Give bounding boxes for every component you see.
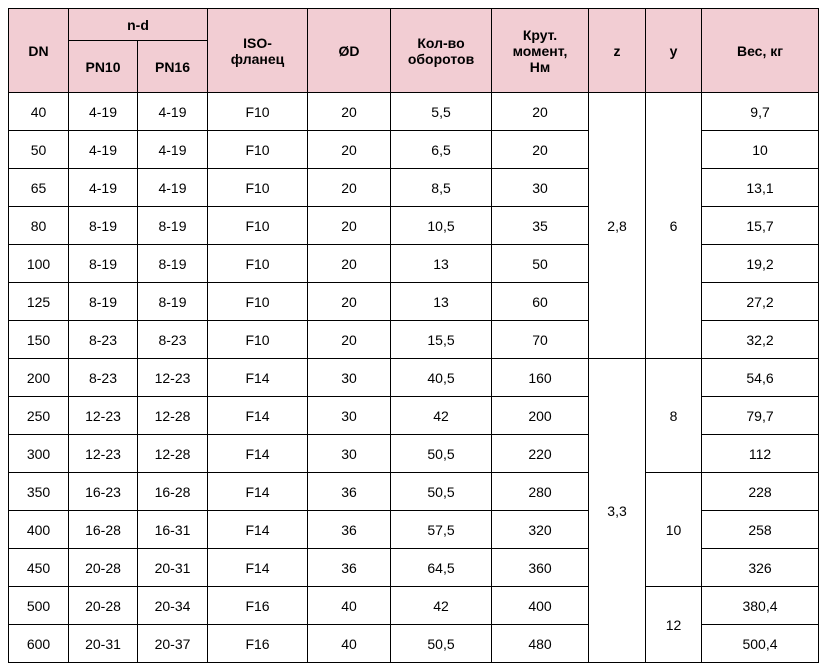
cell-weight: 500,4 — [702, 625, 819, 663]
cell-weight: 79,7 — [702, 397, 819, 435]
cell-od: 20 — [308, 283, 391, 321]
cell-pn16: 12-23 — [138, 359, 208, 397]
cell-od: 30 — [308, 359, 391, 397]
header-od: ØD — [308, 9, 391, 93]
cell-y: 12 — [646, 587, 702, 663]
cell-weight: 9,7 — [702, 93, 819, 131]
cell-pn16: 20-34 — [138, 587, 208, 625]
cell-dn: 65 — [9, 169, 69, 207]
cell-turns: 50,5 — [391, 435, 492, 473]
cell-pn16: 16-31 — [138, 511, 208, 549]
cell-pn16: 8-19 — [138, 207, 208, 245]
cell-iso-flange: F16 — [208, 587, 308, 625]
cell-turns: 15,5 — [391, 321, 492, 359]
cell-weight: 15,7 — [702, 207, 819, 245]
cell-turns: 8,5 — [391, 169, 492, 207]
header-pn16: PN16 — [138, 41, 208, 93]
cell-weight: 228 — [702, 473, 819, 511]
header-y: y — [646, 9, 702, 93]
cell-pn10: 16-23 — [69, 473, 138, 511]
cell-od: 36 — [308, 473, 391, 511]
cell-weight: 326 — [702, 549, 819, 587]
cell-od: 40 — [308, 587, 391, 625]
cell-torque: 30 — [492, 169, 589, 207]
cell-z: 2,8 — [589, 93, 646, 359]
cell-torque: 50 — [492, 245, 589, 283]
cell-pn16: 4-19 — [138, 131, 208, 169]
cell-od: 20 — [308, 321, 391, 359]
cell-dn: 300 — [9, 435, 69, 473]
cell-pn16: 12-28 — [138, 397, 208, 435]
cell-iso-flange: F14 — [208, 473, 308, 511]
cell-pn10: 8-23 — [69, 359, 138, 397]
cell-pn10: 16-28 — [69, 511, 138, 549]
cell-iso-flange: F10 — [208, 93, 308, 131]
cell-torque: 60 — [492, 283, 589, 321]
cell-pn10: 20-28 — [69, 587, 138, 625]
cell-pn16: 4-19 — [138, 93, 208, 131]
cell-pn16: 12-28 — [138, 435, 208, 473]
cell-pn16: 4-19 — [138, 169, 208, 207]
cell-iso-flange: F10 — [208, 207, 308, 245]
cell-dn: 150 — [9, 321, 69, 359]
cell-turns: 50,5 — [391, 625, 492, 663]
cell-turns: 40,5 — [391, 359, 492, 397]
cell-iso-flange: F14 — [208, 511, 308, 549]
cell-turns: 64,5 — [391, 549, 492, 587]
cell-dn: 200 — [9, 359, 69, 397]
cell-iso-flange: F10 — [208, 131, 308, 169]
cell-pn16: 20-31 — [138, 549, 208, 587]
cell-weight: 27,2 — [702, 283, 819, 321]
cell-turns: 13 — [391, 283, 492, 321]
table-row — [9, 587, 819, 625]
cell-dn: 250 — [9, 397, 69, 435]
cell-torque: 280 — [492, 473, 589, 511]
cell-turns: 6,5 — [391, 131, 492, 169]
cell-od: 30 — [308, 435, 391, 473]
header-weight: Вес, кг — [702, 9, 819, 93]
cell-y: 10 — [646, 473, 702, 587]
cell-pn10: 4-19 — [69, 131, 138, 169]
cell-weight: 19,2 — [702, 245, 819, 283]
header-pn10: PN10 — [69, 41, 138, 93]
cell-torque: 360 — [492, 549, 589, 587]
cell-turns: 57,5 — [391, 511, 492, 549]
cell-pn16: 8-23 — [138, 321, 208, 359]
cell-torque: 70 — [492, 321, 589, 359]
cell-torque: 20 — [492, 93, 589, 131]
cell-pn10: 4-19 — [69, 169, 138, 207]
header-z: z — [589, 9, 646, 93]
cell-dn: 40 — [9, 93, 69, 131]
table-row — [9, 93, 819, 131]
cell-dn: 600 — [9, 625, 69, 663]
cell-pn16: 20-37 — [138, 625, 208, 663]
cell-y: 6 — [646, 93, 702, 359]
cell-iso-flange: F14 — [208, 359, 308, 397]
header-turns: Кол-во оборотов — [391, 9, 492, 93]
cell-pn10: 20-31 — [69, 625, 138, 663]
cell-torque: 20 — [492, 131, 589, 169]
cell-od: 40 — [308, 625, 391, 663]
cell-turns: 42 — [391, 397, 492, 435]
cell-dn: 100 — [9, 245, 69, 283]
cell-iso-flange: F10 — [208, 321, 308, 359]
cell-weight: 258 — [702, 511, 819, 549]
table-header — [9, 9, 819, 93]
table-row — [9, 359, 819, 397]
cell-dn: 50 — [9, 131, 69, 169]
cell-weight: 32,2 — [702, 321, 819, 359]
table-body — [9, 93, 819, 663]
cell-torque: 35 — [492, 207, 589, 245]
cell-od: 20 — [308, 131, 391, 169]
cell-dn: 500 — [9, 587, 69, 625]
cell-y: 8 — [646, 359, 702, 473]
cell-pn10: 8-19 — [69, 245, 138, 283]
cell-dn: 80 — [9, 207, 69, 245]
header-dn: DN — [9, 9, 69, 93]
cell-weight: 13,1 — [702, 169, 819, 207]
cell-weight: 112 — [702, 435, 819, 473]
cell-pn10: 8-19 — [69, 207, 138, 245]
cell-turns: 10,5 — [391, 207, 492, 245]
cell-od: 36 — [308, 511, 391, 549]
cell-torque: 220 — [492, 435, 589, 473]
spec-table — [8, 8, 819, 663]
cell-pn10: 20-28 — [69, 549, 138, 587]
cell-iso-flange: F14 — [208, 435, 308, 473]
cell-turns: 13 — [391, 245, 492, 283]
cell-pn10: 12-23 — [69, 435, 138, 473]
cell-z: 3,3 — [589, 359, 646, 663]
cell-torque: 320 — [492, 511, 589, 549]
header-torque: Крут. момент, Нм — [492, 9, 589, 93]
cell-iso-flange: F14 — [208, 549, 308, 587]
cell-weight: 380,4 — [702, 587, 819, 625]
cell-od: 36 — [308, 549, 391, 587]
cell-dn: 350 — [9, 473, 69, 511]
cell-od: 20 — [308, 93, 391, 131]
cell-od: 20 — [308, 245, 391, 283]
cell-iso-flange: F14 — [208, 397, 308, 435]
cell-iso-flange: F10 — [208, 245, 308, 283]
cell-pn10: 8-19 — [69, 283, 138, 321]
cell-pn10: 8-23 — [69, 321, 138, 359]
table-row — [9, 473, 819, 511]
header-nd: n-d — [69, 9, 208, 41]
cell-pn10: 4-19 — [69, 93, 138, 131]
cell-pn16: 16-28 — [138, 473, 208, 511]
cell-turns: 50,5 — [391, 473, 492, 511]
cell-dn: 400 — [9, 511, 69, 549]
cell-weight: 54,6 — [702, 359, 819, 397]
cell-od: 20 — [308, 169, 391, 207]
cell-torque: 480 — [492, 625, 589, 663]
header-iso-flange: ISO- фланец — [208, 9, 308, 93]
cell-dn: 450 — [9, 549, 69, 587]
cell-torque: 400 — [492, 587, 589, 625]
cell-torque: 160 — [492, 359, 589, 397]
cell-turns: 42 — [391, 587, 492, 625]
cell-weight: 10 — [702, 131, 819, 169]
cell-dn: 125 — [9, 283, 69, 321]
cell-od: 20 — [308, 207, 391, 245]
cell-pn10: 12-23 — [69, 397, 138, 435]
cell-od: 30 — [308, 397, 391, 435]
cell-pn16: 8-19 — [138, 283, 208, 321]
cell-iso-flange: F16 — [208, 625, 308, 663]
cell-pn16: 8-19 — [138, 245, 208, 283]
cell-iso-flange: F10 — [208, 169, 308, 207]
cell-turns: 5,5 — [391, 93, 492, 131]
cell-torque: 200 — [492, 397, 589, 435]
cell-iso-flange: F10 — [208, 283, 308, 321]
